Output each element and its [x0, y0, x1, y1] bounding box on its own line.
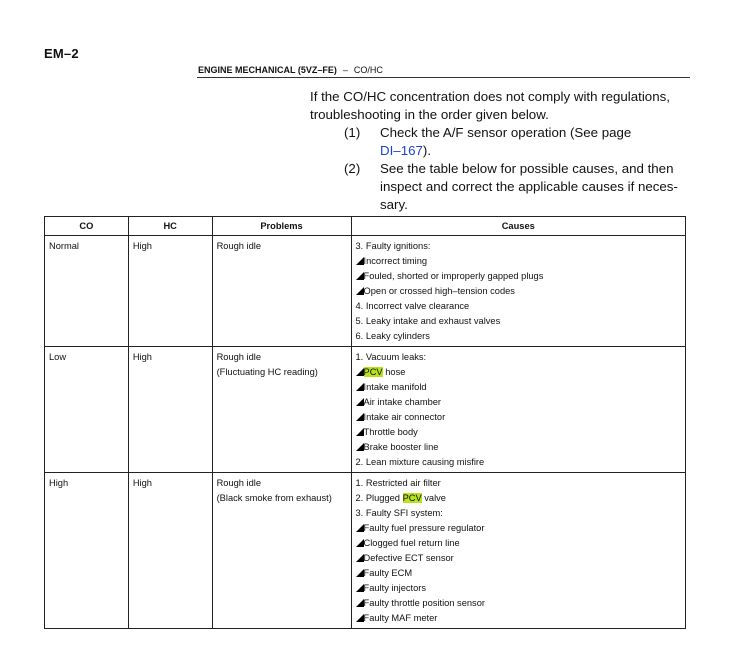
- cause-line: 2. Lean mixture causing misfire: [355, 457, 485, 467]
- problem-line: (Fluctuating HC reading): [216, 367, 318, 377]
- step-2-number: (2): [344, 161, 361, 176]
- hc-value: High: [132, 478, 152, 488]
- step-2-line-3: sary.: [380, 197, 408, 212]
- cause-text: aulty throttle position sensor: [369, 598, 485, 608]
- section-title: ENGINE MECHANICAL (5VZ–FE): [198, 65, 337, 75]
- problem-line: Rough idle: [216, 352, 262, 362]
- problems-cell: [212, 473, 351, 629]
- cause-text: ntake air connector: [366, 412, 446, 422]
- bullet-triangle-icon: [356, 428, 364, 436]
- cause-text: aulty MAF meter: [369, 613, 438, 623]
- table-row: [45, 347, 686, 473]
- bullet-triangle-icon: [356, 368, 364, 376]
- hc-value: High: [132, 241, 152, 251]
- table-row: [45, 473, 686, 629]
- co-value: Normal: [49, 241, 79, 251]
- cause-initial: I: [363, 256, 367, 266]
- cause-line: 6. Leaky cylinders: [355, 331, 430, 341]
- cause-text: pen or crossed high–tension codes: [370, 286, 515, 296]
- diagnosis-table: [44, 216, 686, 629]
- page-reference-link[interactable]: DI–167: [380, 143, 423, 158]
- cause-text: valve: [421, 493, 446, 503]
- cause-line: [356, 536, 681, 551]
- cause-text: hose: [382, 367, 406, 377]
- cause-initial: F: [363, 523, 370, 533]
- table-header-row: [45, 217, 686, 236]
- cause-text: aulty ECM: [369, 568, 413, 578]
- cause-initial: I: [363, 412, 367, 422]
- cause-text: efective ECT sensor: [370, 553, 454, 563]
- bullet-triangle-icon: [356, 383, 364, 391]
- cause-text: ouled, shorted or improperly gapped plugs: [369, 271, 544, 281]
- bullet-triangle-icon: [356, 539, 364, 547]
- cause-text: ir intake chamber: [369, 397, 442, 407]
- co-cell: [45, 236, 129, 347]
- problem-line: Rough idle: [216, 478, 262, 488]
- cause-initial: O: [363, 286, 371, 296]
- cause-line: 3. Faulty SFI system:: [355, 508, 443, 518]
- intro-block: [310, 88, 695, 214]
- cause-initial: B: [363, 442, 370, 452]
- step-2-line-2: inspect and correct the applicable causes if neces-: [380, 179, 678, 194]
- cause-text: aulty fuel pressure regulator: [369, 523, 485, 533]
- bullet-triangle-icon: [356, 257, 364, 265]
- cause-text: logged fuel return line: [370, 538, 460, 548]
- hc-cell: [128, 347, 212, 473]
- cause-line: [356, 269, 681, 284]
- problems-cell: [212, 347, 351, 473]
- co-value: Low: [49, 352, 67, 362]
- cause-line: [356, 284, 681, 299]
- page-number: EM–2: [44, 46, 79, 61]
- bullet-triangle-icon: [356, 599, 364, 607]
- step-1-after: ).: [422, 143, 432, 158]
- bullet-triangle-icon: [356, 554, 364, 562]
- cause-line: 1. Vacuum leaks:: [355, 352, 427, 362]
- causes-cell: [351, 347, 685, 473]
- cause-line: [356, 611, 681, 626]
- problem-line: Rough idle: [216, 241, 262, 251]
- cause-line: 5. Leaky intake and exhaust valves: [355, 316, 501, 326]
- cause-text: hrottle body: [369, 427, 418, 437]
- header-rule: [197, 77, 690, 78]
- cause-initial: F: [363, 568, 370, 578]
- cause-text: ncorrect timing: [366, 256, 428, 266]
- header-problems: Problems: [212, 217, 351, 236]
- header-co: CO: [45, 217, 129, 236]
- bullet-triangle-icon: [356, 413, 364, 421]
- cause-initial: I: [363, 382, 367, 392]
- co-cell: [45, 347, 129, 473]
- step-1-number: (1): [344, 125, 361, 140]
- cause-initial: F: [363, 271, 370, 281]
- problem-line: (Black smoke from exhaust): [216, 493, 332, 503]
- cause-line: [356, 566, 681, 581]
- step-2: [310, 160, 695, 214]
- cause-line: [356, 395, 681, 410]
- cause-line: [356, 410, 681, 425]
- cause-line: 3. Faulty ignitions:: [355, 241, 431, 251]
- bullet-triangle-icon: [356, 524, 364, 532]
- bullet-triangle-icon: [356, 584, 364, 592]
- bullet-triangle-icon: [356, 398, 364, 406]
- cause-line: [356, 254, 681, 269]
- cause-text: ntake manifold: [366, 382, 427, 392]
- cause-prefix: 2. Plugged: [355, 493, 403, 503]
- cause-line: [356, 440, 681, 455]
- cause-line: [356, 596, 681, 611]
- cause-initial: A: [363, 397, 370, 407]
- cause-line: [356, 365, 681, 380]
- step-1: [310, 124, 695, 160]
- section-header: [198, 65, 383, 75]
- hc-cell: [128, 473, 212, 629]
- header-causes: Causes: [351, 217, 685, 236]
- causes-cell: [351, 236, 685, 347]
- intro-paragraph: If the CO/HC concentration does not comply with regulations, troubleshooting in the order given below.: [310, 89, 670, 122]
- cause-initial: F: [363, 598, 370, 608]
- causes-cell: [351, 473, 685, 629]
- bullet-triangle-icon: [356, 569, 364, 577]
- step-1-text: Check the A/F sensor operation (See page: [380, 125, 632, 140]
- header-hc: HC: [128, 217, 212, 236]
- co-cell: [45, 473, 129, 629]
- problems-cell: [212, 236, 351, 347]
- cause-line: [356, 425, 681, 440]
- cause-text: rake booster line: [369, 442, 439, 452]
- hc-value: High: [132, 352, 152, 362]
- highlight-pcv: PCV: [363, 367, 383, 377]
- bullet-triangle-icon: [356, 614, 364, 622]
- hc-cell: [128, 236, 212, 347]
- cause-text: aulty injectors: [369, 583, 427, 593]
- cause-line: [356, 491, 681, 506]
- header-dash: –: [342, 65, 348, 75]
- cause-line: [356, 380, 681, 395]
- section-topic: CO/HC: [353, 65, 383, 75]
- cause-initial: D: [363, 553, 371, 563]
- bullet-triangle-icon: [356, 287, 364, 295]
- cause-line: 4. Incorrect valve clearance: [355, 301, 470, 311]
- cause-line: [356, 581, 681, 596]
- cause-line: [356, 551, 681, 566]
- cause-line: [356, 521, 681, 536]
- bullet-triangle-icon: [356, 443, 364, 451]
- highlight-pcv: PCV: [402, 493, 422, 503]
- co-value: High: [49, 478, 69, 488]
- cause-initial: F: [363, 583, 370, 593]
- cause-initial: F: [363, 613, 370, 623]
- bullet-triangle-icon: [356, 272, 364, 280]
- cause-initial: C: [363, 538, 371, 548]
- cause-initial: T: [363, 427, 370, 437]
- table-row: [45, 236, 686, 347]
- step-2-line-1: See the table below for possible causes, and then: [380, 161, 674, 176]
- cause-line: 1. Restricted air filter: [355, 478, 441, 488]
